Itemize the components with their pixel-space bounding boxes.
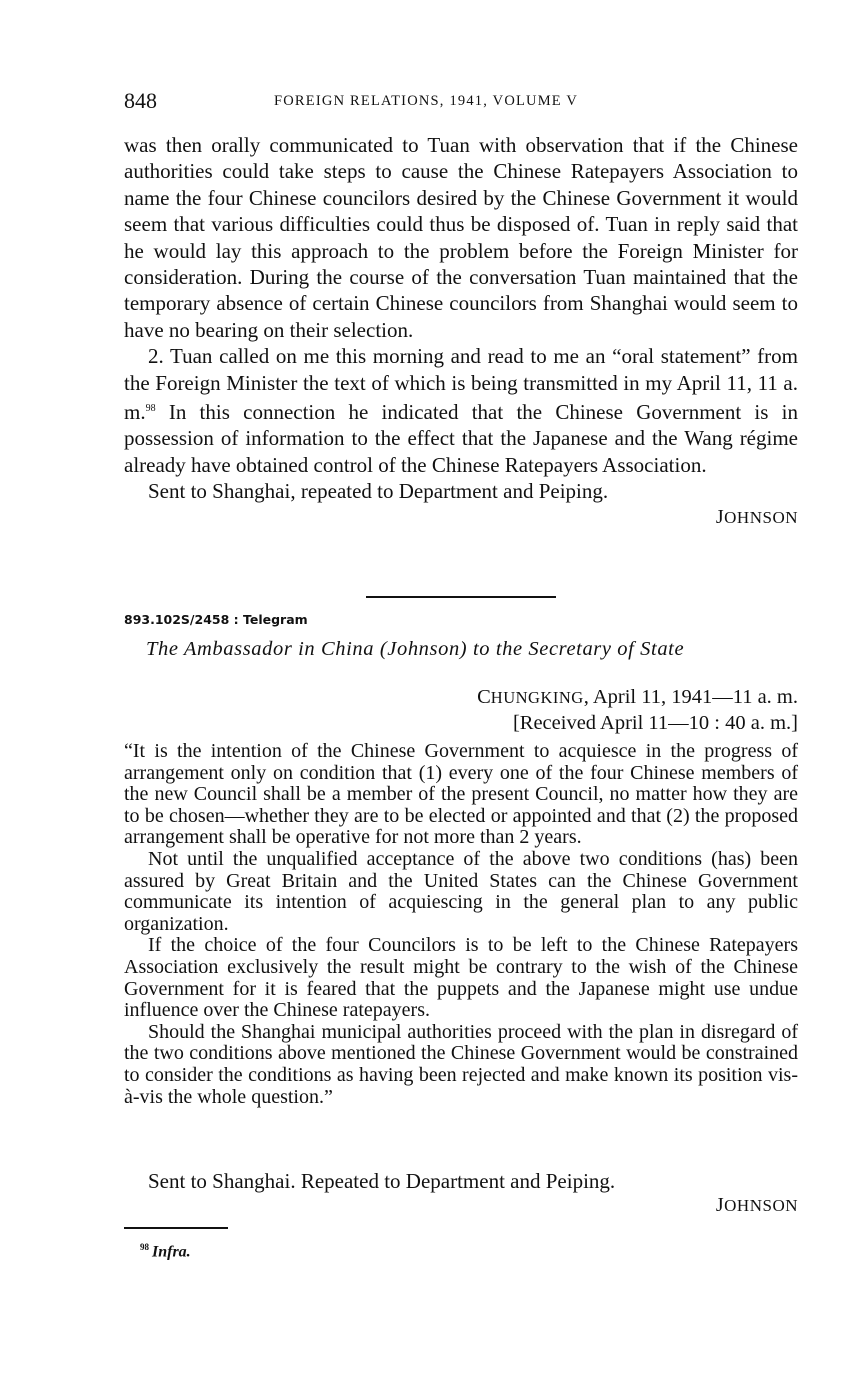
quote-paragraph-2: Not until the unqualified acceptance of the above two conditions (has) been assured by Great Britain and the United States can the Chinese Government communicate its intention of acquiescing in the general plan to any public organization. — [124, 847, 798, 935]
footnote-text: Infra. — [152, 1243, 191, 1261]
footnote — [140, 1242, 191, 1261]
paragraph-2 — [124, 343, 798, 478]
footnote-marker: 98 — [140, 1242, 149, 1252]
document-title: The Ambassador in China (Johnson) to the Secretary of State — [146, 638, 685, 660]
file-reference: 893.102S/2458 : Telegram — [124, 612, 308, 627]
footnote-rule — [124, 1227, 228, 1229]
sent-to-line: Sent to Shanghai, repeated to Department and Peiping. — [148, 479, 609, 504]
quote-paragraph-3: If the choice of the four Councilors is to be left to the Chinese Ratepayers Association exclusively the result might be contrary to the wish of the Chinese Government for it is feared that the puppets and the Japanese might use undue influence over the Chinese ratepayers. — [124, 934, 798, 1022]
quoted-oral-statement — [124, 741, 798, 1108]
page-number: 848 — [124, 88, 157, 113]
paragraph-2-text-b: In this connection he indicated that the Chinese Government is in possession of information to the effect that the Japanese and the Wang régime already have obtained control of the Chinese Ratepayers Association. — [124, 400, 798, 477]
running-title: FOREIGN RELATIONS, 1941, VOLUME V — [274, 93, 579, 109]
paragraph-2-text-a: 2. Tuan called on me this morning and read to me an “oral statement” from the Foreign Minister the text of which is being transmitted in my April 11, 11 a. m. — [124, 344, 798, 425]
section-divider — [366, 596, 556, 598]
footnote-reference: 98 — [145, 403, 156, 415]
signature-johnson: JOHNSON — [715, 505, 798, 528]
quote-paragraph-4: Should the Shanghai municipal authorities proceed with the plan in disregard of the two conditions above mentioned the Chinese Government would be constrained to consider the conditions as having been rejected and make known its position vis-à-vis the whole question.” — [124, 1020, 798, 1108]
closing-line: Sent to Shanghai. Repeated to Department and Peiping. — [148, 1169, 616, 1193]
telegram-closing — [124, 1168, 798, 1217]
dateline: CHUNGKING, April 11, 1941—11 a. m. — [477, 686, 798, 708]
quote-paragraph-1: “It is the intention of the Chinese Government to acquiesce in the progress of arrangement only on condition that (1) every one of the four Chinese members of the new Council shall be a member of the present Council, no matter how they are to be chosen—whether they are to be elected or appointed and that (2) the proposed arrangement shall be operative for not more than 2 years. — [124, 740, 798, 849]
signature-johnson-2: JOHNSON — [715, 1194, 798, 1217]
page-header — [124, 88, 798, 116]
paragraph-continued: was then orally communicated to Tuan with observation that if the Chinese authorities could take steps to cause the Chinese Ratepayers Association to name the four Chinese councilors desired by the Chinese Government it would seem that various difficulties could thus be disposed of. Tuan in reply said that he would lay this approach to the problem before the Foreign Minister for consideration. During the course of the conversation Tuan maintained that the temporary absence of certain Chinese councilors from Shanghai would seem to have no bearing on their selection. — [124, 133, 798, 342]
received-line: [Received April 11—10 : 40 a. m.] — [512, 712, 798, 734]
continued-telegram-body — [124, 132, 798, 529]
